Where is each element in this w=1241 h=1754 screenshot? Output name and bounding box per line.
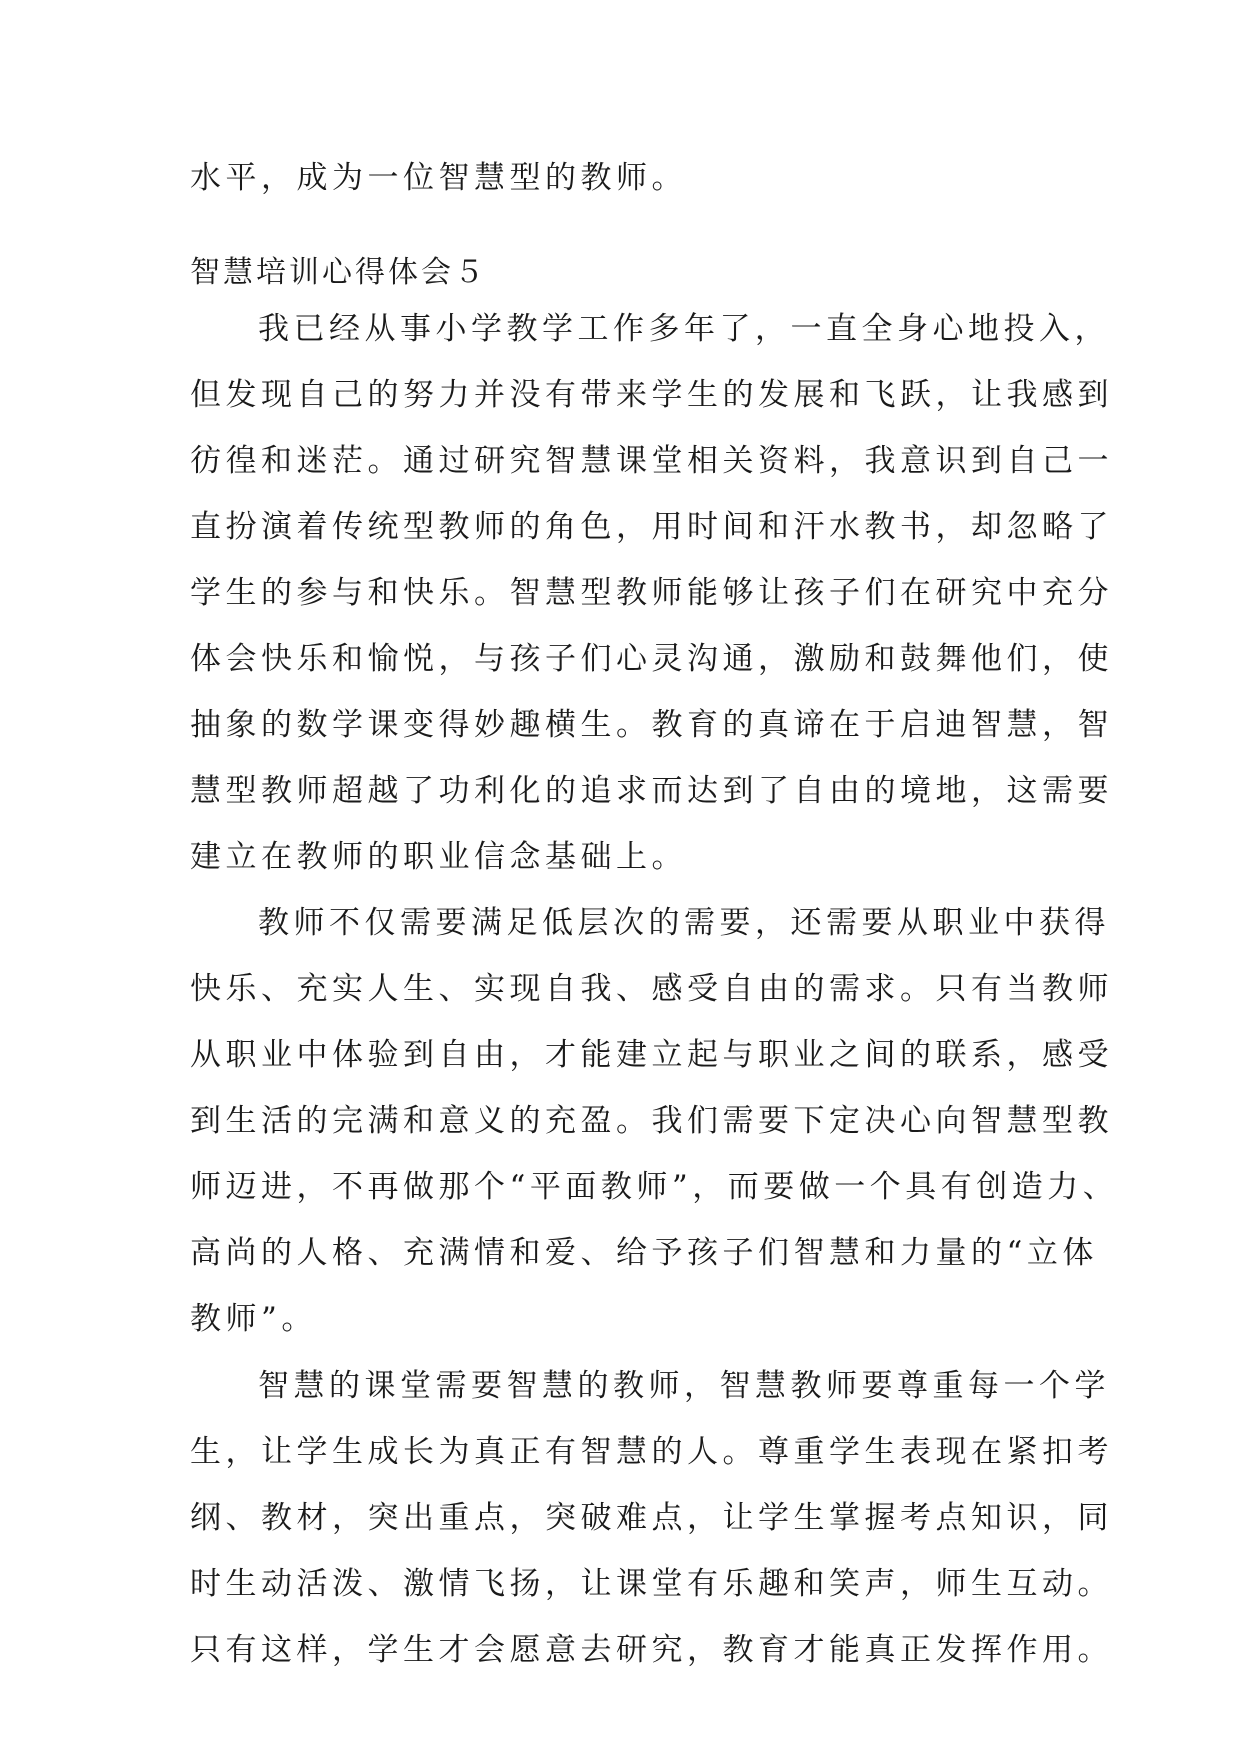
paragraph-line: 学生的参与和快乐。智慧型教师能够让孩子们在研究中充分 <box>190 575 1113 611</box>
paragraph-line: 彷徨和迷茫。通过研究智慧课堂相关资料，我意识到自己一 <box>190 443 1113 479</box>
paragraph-line: 师迈进，不再做那个“平面教师”，而要做一个具有创造力、 <box>190 1169 1119 1205</box>
continuation-paragraph <box>190 145 1060 211</box>
paragraph-line: 智慧的课堂需要智慧的教师，智慧教师要尊重每一个学 <box>258 1368 1110 1404</box>
paragraph-line: 教师不仅需要满足低层次的需要，还需要从职业中获得 <box>258 905 1110 941</box>
paragraph-line: 时生动活泼、激情飞扬，让课堂有乐趣和笑声，师生互动。 <box>190 1566 1113 1602</box>
paragraph-line: 慧型教师超越了功利化的追求而达到了自由的境地，这需要 <box>190 773 1113 809</box>
paragraph-line: 建立在教师的职业信念基础上。 <box>190 839 687 875</box>
paragraph-line: 体会快乐和愉悦，与孩子们心灵沟通，激励和鼓舞他们，使 <box>190 641 1113 677</box>
paragraph-line: 但发现自己的努力并没有带来学生的发展和飞跃，让我感到 <box>190 377 1113 413</box>
paragraph-line: 只有这样，学生才会愿意去研究，教育才能真正发挥作用。 <box>190 1632 1113 1668</box>
paragraph-line: 生，让学生成长为真正有智慧的人。尊重学生表现在紧扣考 <box>190 1434 1113 1470</box>
paragraph-line: 快乐、充实人生、实现自我、感受自由的需求。只有当教师 <box>190 971 1113 1007</box>
paragraph-line: 水平，成为一位智慧型的教师。 <box>190 160 687 196</box>
paragraph-line: 纲、教材，突出重点，突破难点，让学生掌握考点知识，同 <box>190 1500 1113 1536</box>
paragraph-line: 从职业中体验到自由，才能建立起与职业之间的联系，感受 <box>190 1037 1113 1073</box>
paragraph-line: 我已经从事小学教学工作多年了，一直全身心地投入， <box>258 311 1110 347</box>
paragraph-2 <box>190 890 1119 1352</box>
paragraph-line: 抽象的数学课变得妙趣横生。教育的真谛在于启迪智慧，智 <box>190 707 1113 743</box>
paragraph-3 <box>190 1353 1113 1683</box>
paragraph-line: 到生活的完满和意义的充盈。我们需要下定决心向智慧型教 <box>190 1103 1113 1139</box>
paragraph-line: 直扮演着传统型教师的角色，用时间和汗水教书，却忽略了 <box>190 509 1113 545</box>
paragraph-line: 高尚的人格、充满情和爱、给予孩子们智慧和力量的“立体 <box>190 1235 1098 1271</box>
section-title: 智慧培训心得体会５ <box>190 255 487 290</box>
paragraph-line: 教师”。 <box>190 1301 317 1337</box>
paragraph-1 <box>190 296 1113 890</box>
